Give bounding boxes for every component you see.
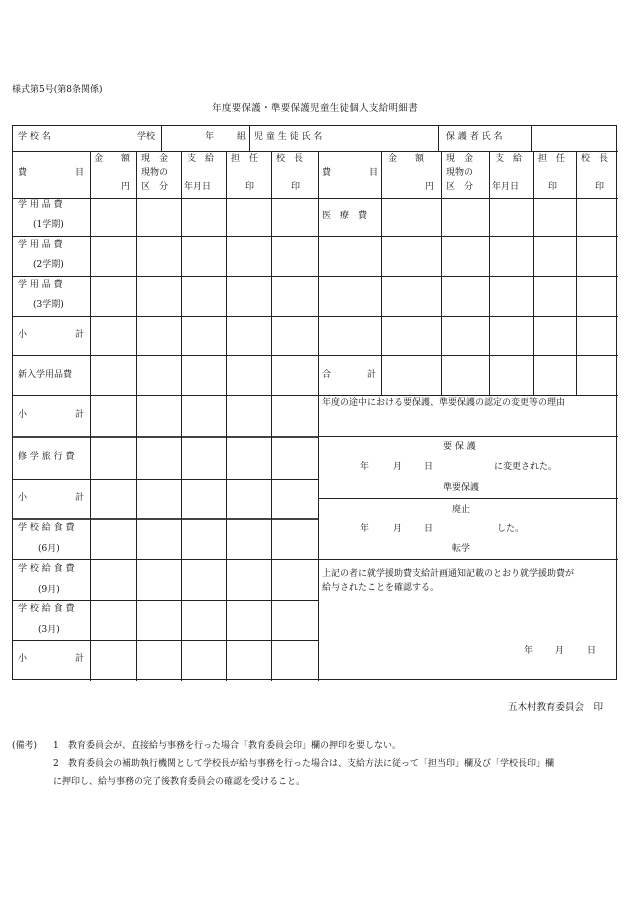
school-name-label: 学 校 名 [18,132,51,142]
expense-header: 費 [18,168,28,178]
guardian-name-label: 保 護 者 氏 名 [446,132,503,142]
teacher-header-right: 担 任 [538,154,566,164]
row-label-lunch-3: 学 校 給 食 費 [18,604,75,614]
notes-label: (備考) [12,741,38,751]
principal-header-right: 校 長 [581,154,609,164]
payment-header: 支 給 [187,154,215,164]
teacher-seal: 印 [245,182,255,192]
row-label-lunch-1: 学 校 給 食 費 [18,523,75,533]
row-label-subtotal-3: 小 [18,493,28,503]
principal-seal-right: 印 [595,182,605,192]
payment-date-header: 年月日 [184,182,212,192]
status-month-2: 月 [393,524,403,534]
principal-seal: 印 [291,182,301,192]
row-label-school-supplies-3: 学 用 品 費 [18,280,63,290]
student-name-label: 児 童 生 徒 氏 名 [254,132,323,142]
row-sub-term-1: (1学期) [33,220,64,230]
teacher-header: 担 任 [231,154,259,164]
row-label-subtotal-2b: 計 [75,410,85,420]
cash-goods-header-right: 現 金 [446,154,474,164]
confirmation-text-2: 給与されたことを確認する。 [322,583,440,593]
row-label-subtotal-3b: 計 [75,493,85,503]
row-sub-term-2: (2学期) [33,260,64,270]
row-label-lunch-2: 学 校 給 食 費 [18,564,75,574]
payment-header-right: 支 給 [495,154,523,164]
cash-goods-header: 現 金 [141,154,169,164]
payment-date-header-right: 年月日 [492,182,520,192]
confirmation-day: 日 [587,646,597,656]
row-sub-lunch-3: (3月) [38,625,60,635]
confirmation-year: 年 [524,646,534,656]
row-label-subtotal-4b: 計 [75,654,85,664]
row-label-subtotal-1b: 計 [75,330,85,340]
confirmation-month: 月 [555,646,565,656]
row-label-school-trip: 修 学 旅 行 費 [18,452,75,462]
note-2-number: 2 [53,759,59,769]
row-label-new-enrollment: 新入学用品費 [18,370,73,380]
document-title: 年度要保護・準要保護児童生徒個人支給明細書 [212,103,418,114]
teacher-seal-right: 印 [548,182,558,192]
status-semi-protected: 準要保護 [443,483,480,493]
school-suffix: 学校 [137,132,156,142]
row-label-subtotal-2: 小 [18,410,28,420]
row-sub-lunch-1: (6月) [38,544,60,554]
cash-goods-header-right-3: 区 分 [446,182,474,192]
grade-label: 年 [205,132,215,142]
form-number: 様式第5号(第8条関係) [12,85,103,95]
cash-goods-header-2: 現物の [141,168,169,178]
status-year-1: 年 [360,462,370,472]
status-year-2: 年 [360,524,370,534]
class-label: 組 [237,132,247,142]
cash-goods-header-3: 区 分 [141,182,169,192]
status-day-2: 日 [424,524,434,534]
cash-goods-header-right-2: 現物の [446,168,474,178]
status-protected: 要 保 護 [443,442,476,452]
note-1-number: 1 [53,741,59,751]
note-1-text: 教育委員会が、直接給与事務を行った場合「教育委員会印」欄の押印を要しない。 [68,741,402,751]
row-label-total-b: 計 [367,370,377,380]
expense-header-right: 費 [322,168,332,178]
row-sub-term-3: (3学期) [33,300,64,310]
row-label-total: 合 [322,370,332,380]
row-label-school-supplies-1: 学 用 品 費 [18,200,63,210]
expense-header-right-2: 目 [369,168,379,178]
row-label-medical: 医 療 費 [322,211,368,221]
status-did-text: した。 [497,524,525,534]
amount-unit: 円 [121,182,131,192]
note-2-text-2: に押印し、給与事務の完了後教育委員会の確認を受けること。 [53,777,306,787]
principal-header: 校 長 [276,154,304,164]
status-transfer: 転学 [452,544,471,554]
status-abolished: 廃止 [452,505,471,515]
note-2-text-1: 教育委員会の補助執行機関として学校長が給与事務を行った場合は、支給方法に従って「担当印」欄及び「学校長印」欄 [68,759,555,769]
row-label-subtotal-1: 小 [18,330,28,340]
amount-unit-right: 円 [425,182,435,192]
expense-header-2: 目 [75,168,85,178]
status-month-1: 月 [393,462,403,472]
confirmation-text-1: 上記の者に就学援助費支給計画通知記載のとおり就学援助費が [322,569,575,579]
status-change-heading: 年度の途中における要保護、準要保護の認定の変更等の理由 [322,398,566,408]
amount-header: 金 額 [94,154,131,164]
row-sub-lunch-2: (9月) [38,585,60,595]
status-changed-text: に変更された。 [494,462,558,472]
status-day-1: 日 [424,462,434,472]
row-label-subtotal-4: 小 [18,654,28,664]
amount-header-right: 金 額 [388,154,425,164]
row-label-school-supplies-2: 学 用 品 費 [18,240,63,250]
issuer-stamp: 五木村教育委員会 印 [508,702,604,713]
